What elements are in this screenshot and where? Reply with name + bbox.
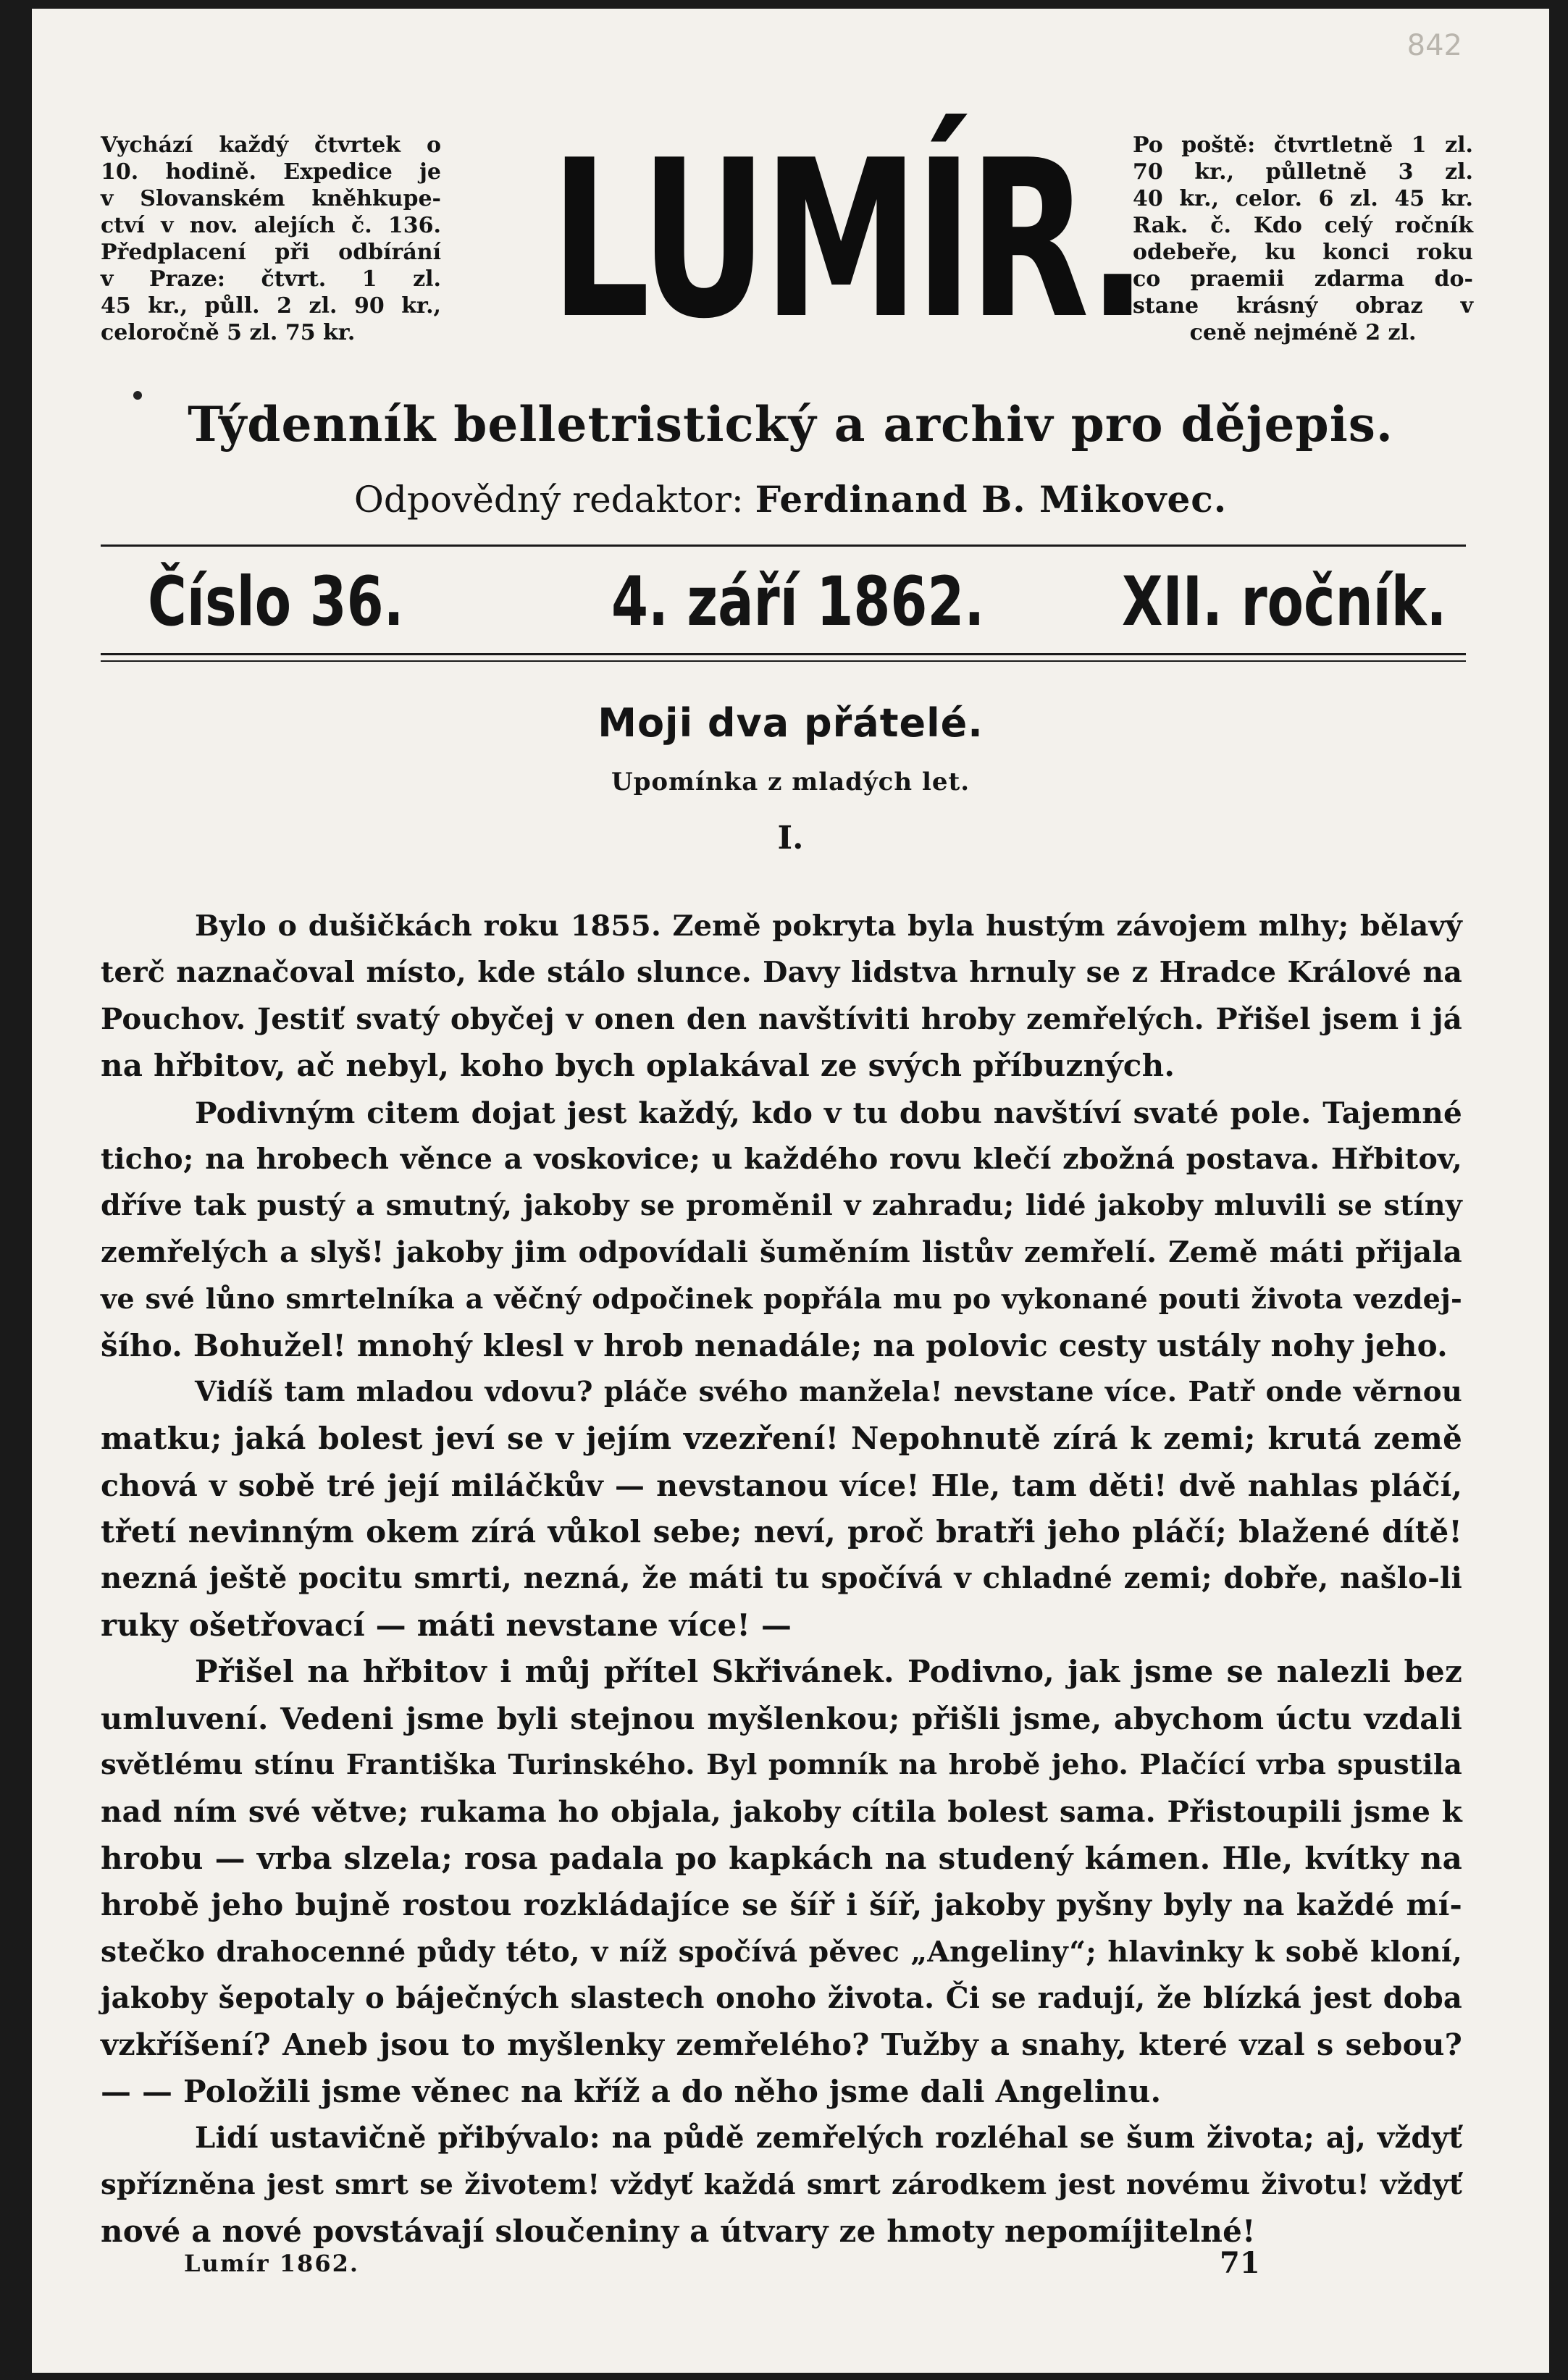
- body-line: Přišel na hřbitov i můj přítel Skřivánek. Podivno, jak jsme se nalezli bez: [195, 1654, 1462, 1690]
- divider-double-a: [101, 653, 1466, 655]
- right-info-line: ceně nejméně 2 zl.: [1189, 320, 1417, 345]
- left-info-line: v Praze: čtvrt. 1 zl.: [101, 266, 441, 292]
- body-line: hrobu — vrba slzela; rosa padala po kapkách na studený kámen. Hle, kvítky na: [101, 1840, 1462, 1876]
- body-line: dříve tak pustý a smutný, jakoby se proměnil v zahradu; lidé jakoby mluvili se stíny: [101, 1189, 1462, 1223]
- body-line: zemřelých a slyš! jakoby jim odpovídali šuměním listův zemřelí. Země máti přijala: [101, 1235, 1462, 1269]
- masthead: [459, 110, 1144, 371]
- body-line: matku; jaká bolest jeví se v jejím vzezření! Nepohnutě zírá k zemi; krutá země: [101, 1421, 1462, 1457]
- divider-double-b: [101, 660, 1466, 662]
- body-line: — — Položili jsme věnec na kříž a do něho jsme dali Angelinu.: [101, 2073, 1162, 2109]
- body-line: Lidí ustavičně přibývalo: na půdě zemřelých rozléhal se šum života; aj, vždyť: [195, 2121, 1462, 2156]
- article-body: [101, 903, 1462, 2255]
- left-info-line: Předplacení při odbírání: [101, 240, 441, 265]
- body-line: Vidíš tam mladou vdovu? pláče svého manžela! nevstane více. Patř onde věrnou: [195, 1375, 1462, 1408]
- divider-top: [101, 544, 1466, 547]
- body-line: nad ním své větve; rukama ho objala, jakoby cítila bolest sama. Přistoupili jsme k: [101, 1794, 1462, 1830]
- body-line: terč naznačoval místo, kde stálo slunce. Davy lidstva hrnuly se z Hradce Králové na: [101, 956, 1462, 990]
- article-subtitle: Upomínka z mladých let.: [611, 768, 970, 796]
- body-line: stečko drahocenné půdy této, v níž spočívá pěvec „Angeliny“; hlavinky k sobě kloní,: [101, 1935, 1462, 1969]
- masthead-title: LUMÍR.: [550, 114, 1144, 366]
- section-number: I.: [777, 820, 804, 857]
- body-line: jakoby šepotaly o báječných slastech onoho života. Či se radují, že blízká jest doba: [101, 1980, 1462, 2015]
- body-line: spřízněna jest smrt se životem! vždyť každá smrt zárodkem jest novému životu! vždyť: [101, 2168, 1462, 2201]
- editor-name: Ferdinand B. Mikovec.: [755, 478, 1228, 521]
- right-info-line: co praemii zdarma do-: [1133, 266, 1473, 292]
- publication-info-left: [101, 132, 441, 346]
- body-line: světlému stínu Františka Turinského. Byl pomník na hrobě jeho. Plačící vrba spustila: [101, 1749, 1462, 1782]
- body-line: šího. Bohužel! mnohý klesl v hrob nenadále; na polovic cesty ustály nohy jeho.: [101, 1327, 1448, 1363]
- body-line: Pouchov. Jestiť svatý obyčej v onen den navštíviti hroby zemřelých. Přišel jsem i já: [101, 1001, 1462, 1036]
- editor-line: [32, 478, 1549, 521]
- right-info-line: odebeře, ku konci roku: [1133, 240, 1473, 265]
- body-line: hrobě jeho bujně rostou rozkládajíce se šíř i šíř, jakoby pyšny byly na každé mí-: [101, 1887, 1462, 1923]
- issue-number: Číslo 36.: [148, 563, 404, 642]
- issue-date: 4. září 1862.: [611, 563, 985, 642]
- archive-page-number: 842: [1406, 29, 1462, 62]
- right-info-line: stane krásný obraz v: [1133, 293, 1473, 319]
- body-line: ticho; na hrobech věnce a voskovice; u každého rovu klečí zbožná postava. Hřbitov,: [101, 1142, 1462, 1176]
- volume-year: XII. ročník.: [1122, 563, 1447, 642]
- body-line: třetí nevinným okem zírá vůkol sebe; neví, proč bratři jeho pláčí; blažené dítě!: [101, 1514, 1462, 1550]
- body-line: chová v sobě tré její miláčkův — nevstanou více! Hle, tam děti! dvě nahlas pláčí,: [101, 1467, 1462, 1503]
- newspaper-page: [32, 9, 1549, 2373]
- editor-label: Odpovědný redaktor:: [353, 479, 744, 521]
- body-line: na hřbitov, ač nebyl, koho bych oplakával ze svých příbuzných.: [101, 1048, 1175, 1084]
- issue-header: [148, 563, 1447, 642]
- body-line: ruky ošetřovací — máti nevstane více! —: [101, 1607, 792, 1643]
- left-info-line: ctví v nov. alejích č. 136.: [101, 213, 441, 238]
- body-line: umluvení. Vedeni jsme byli stejnou myšlenkou; přišli jsme, abychom úctu vzdali: [101, 1700, 1462, 1736]
- footer-journal: Lumír 1862.: [184, 2250, 359, 2277]
- right-info-line: Rak. č. Kdo celý ročník: [1133, 213, 1473, 238]
- left-info-line: v Slovanském kněhkupe-: [101, 186, 441, 211]
- journal-subtitle: Týdenník belletristický a archiv pro dějepis.: [188, 396, 1393, 453]
- right-info-line: Po poště: čtvrtletně 1 zl.: [1133, 133, 1473, 158]
- body-line: Podivným citem dojat jest každý, kdo v tu dobu navštíví svaté pole. Tajemné: [195, 1095, 1462, 1130]
- body-line: vzkříšení? Aneb jsou to myšlenky zemřelého? Tužby a snahy, které vzal s sebou?: [101, 2027, 1462, 2063]
- body-line: nové a nové povstávají sloučeniny a útvary ze hmoty nepomíjitelné!: [101, 2213, 1256, 2249]
- left-info-line: Vychází každý čtvrtek o: [101, 133, 441, 158]
- body-line: nezná ještě pocitu smrti, nezná, že máti tu spočívá v chladné zemi; dobře, našlo-li: [101, 1561, 1462, 1596]
- left-info-line: celoročně 5 zl. 75 kr.: [101, 320, 356, 345]
- subscription-info-right: [1133, 132, 1473, 346]
- body-line: Bylo o dušičkách roku 1855. Země pokryta byla hustým závojem mlhy; bělavý: [195, 909, 1462, 943]
- left-info-line: 10. hodině. Expedice je: [101, 159, 441, 185]
- body-line: ve své lůno smrtelníka a věčný odpočinek popřála mu po vykonané pouti života vezdej-: [101, 1282, 1462, 1316]
- right-info-line: 70 kr., půlletně 3 zl.: [1133, 159, 1473, 185]
- footer-page-number: 71: [1220, 2246, 1260, 2280]
- right-info-line: 40 kr., celor. 6 zl. 45 kr.: [1133, 186, 1473, 211]
- left-info-line: 45 kr., půll. 2 zl. 90 kr.,: [101, 293, 441, 319]
- article-title: Moji dva přátelé.: [598, 700, 984, 746]
